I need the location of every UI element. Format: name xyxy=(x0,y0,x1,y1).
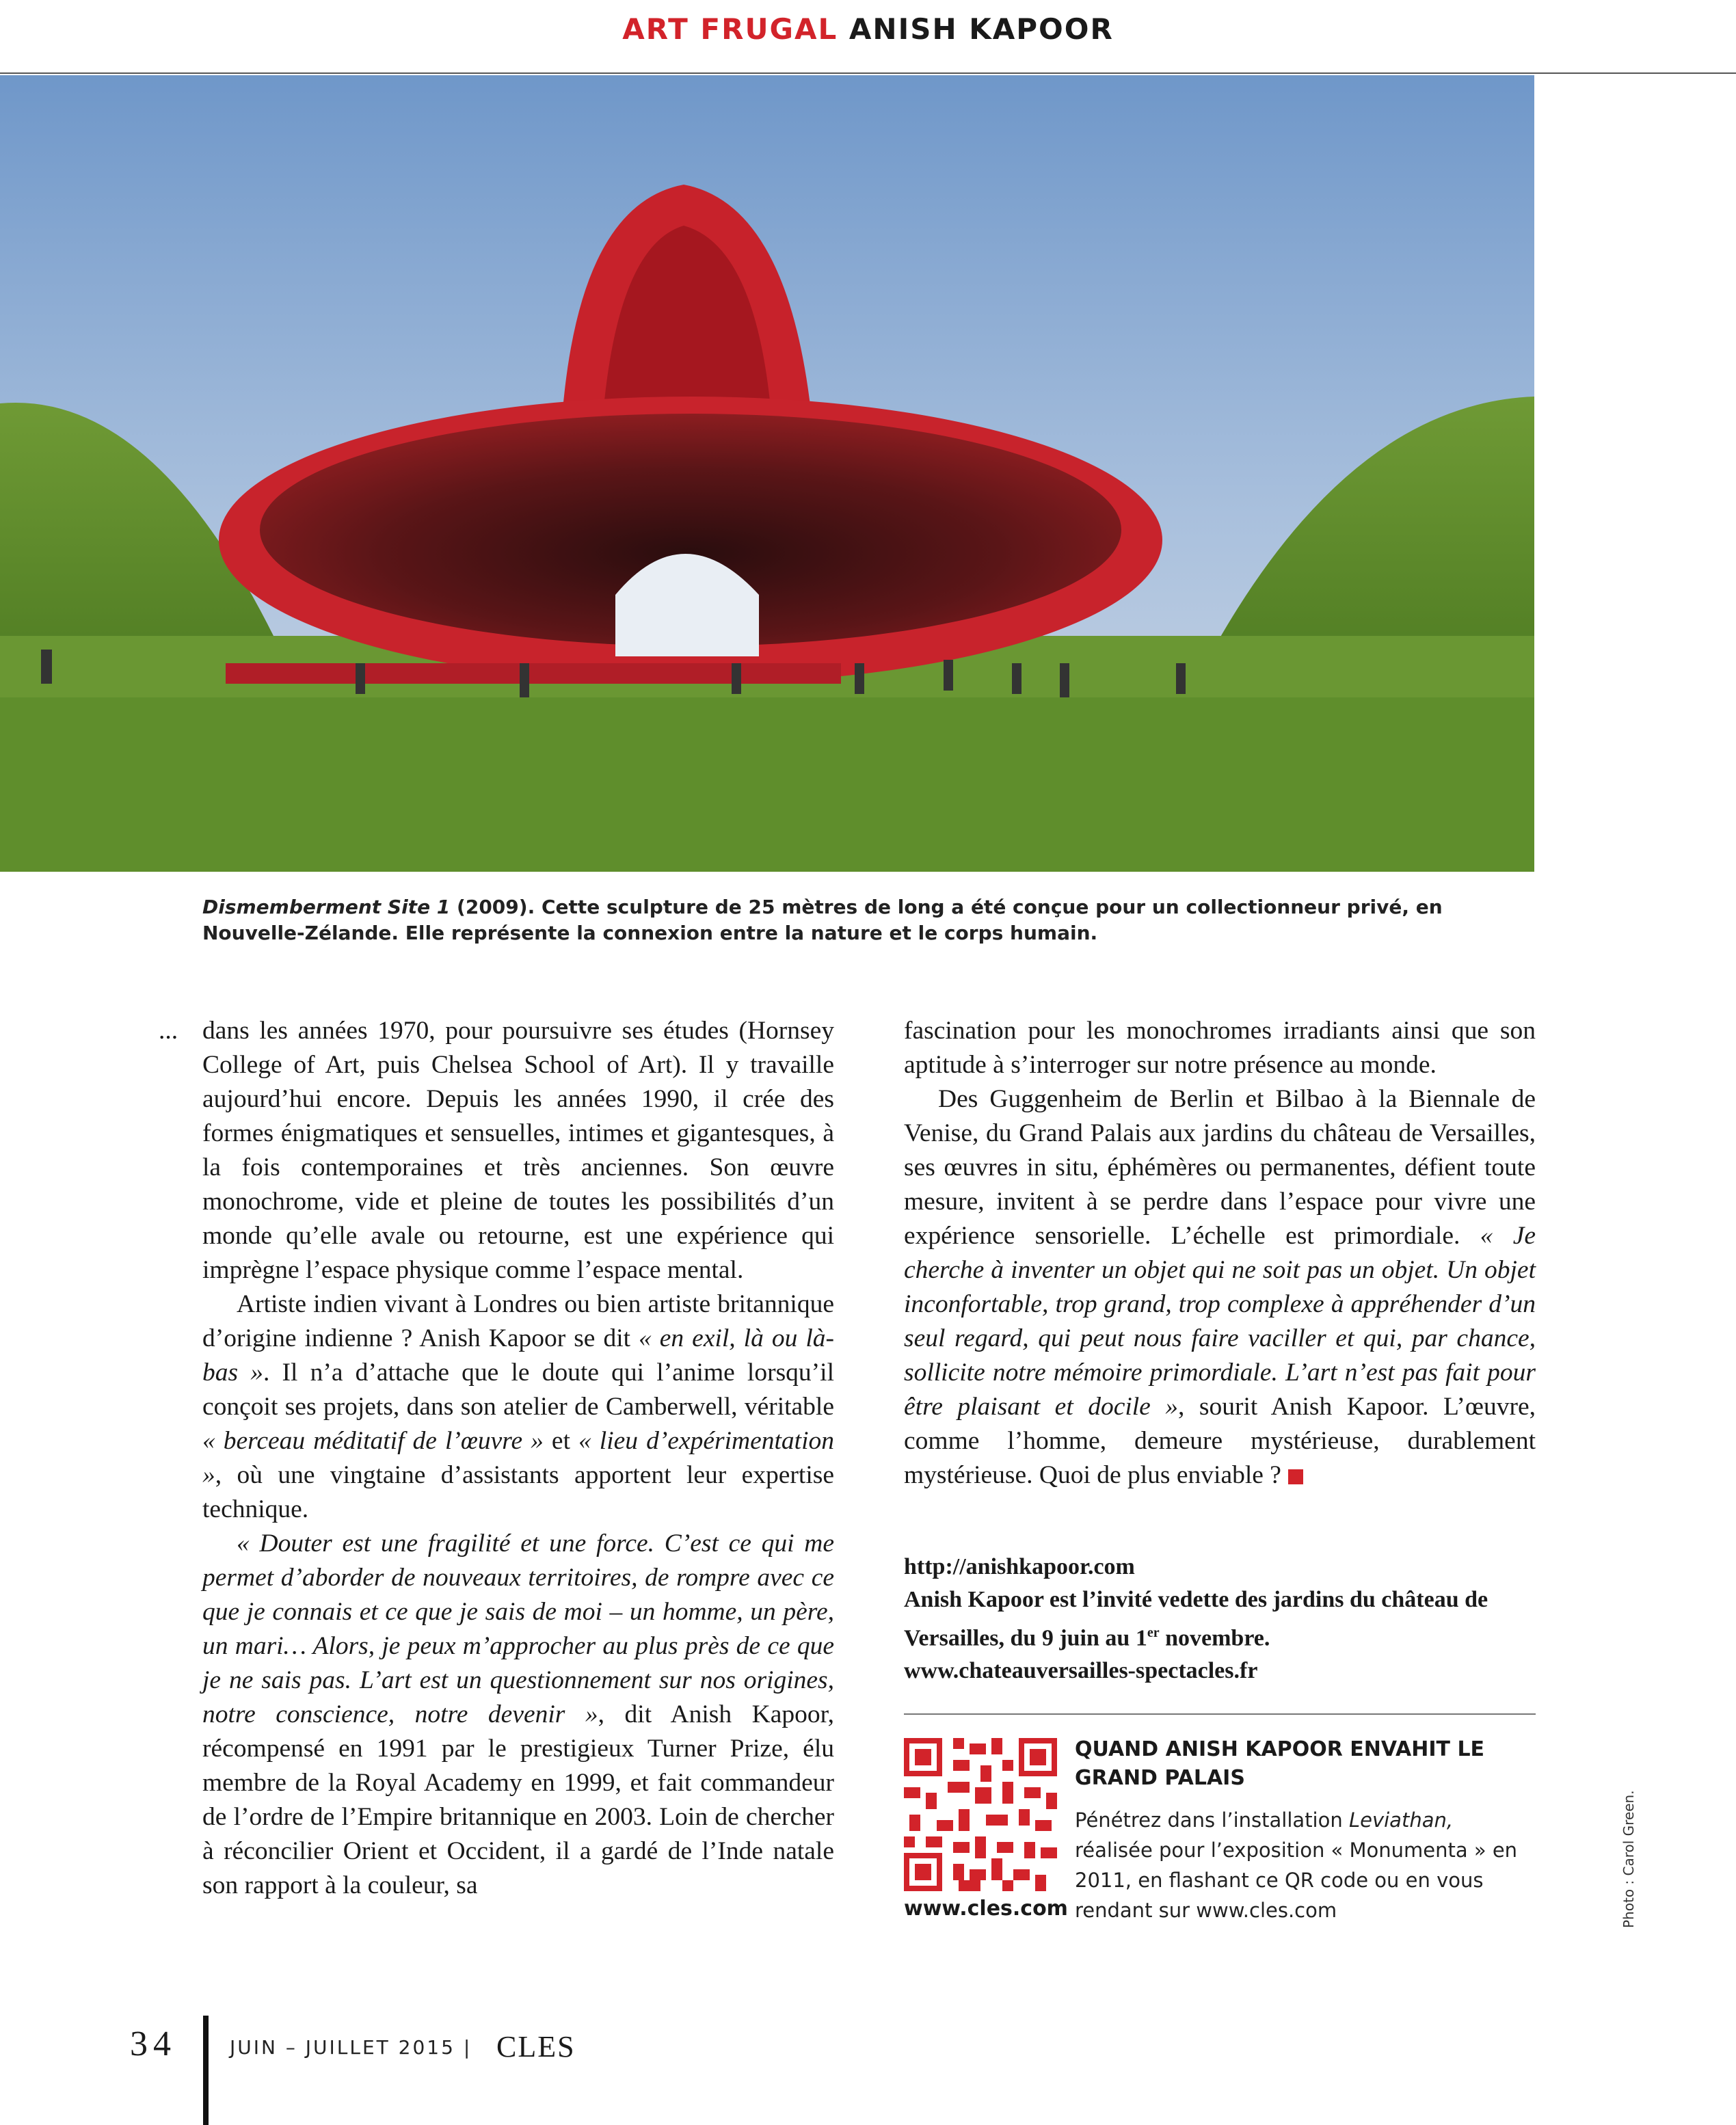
sculpture-photo xyxy=(0,75,1534,872)
info-links xyxy=(904,1551,1536,1687)
continuation-mark: ... xyxy=(159,1017,178,1045)
header-divider xyxy=(0,72,1736,74)
article-column-left xyxy=(202,1014,834,1903)
artist-site-link[interactable]: http://anishkapoor.com xyxy=(904,1554,1135,1579)
quote: « lieu d’expérimentation » xyxy=(202,1427,834,1489)
photo-credit: Photo : Carol Green. xyxy=(1620,1790,1637,1928)
article-column-right xyxy=(904,1014,1536,1493)
paragraph: dans les années 1970, pour poursuivre ses études (Hornsey College of Art, puis Chelsea School of Art). Il y travaille aujourd’hui encore. Depuis les années 1990, il crée des formes énigmatiques et sensuelles, intimes et gigantesques, à la fois contemporaines et très anciennes. Son œuvre monochrome, vide et pleine de toutes les possibilités d’un monde qu’elle avale ou retourne, est une expérience qui imprègne l’espace physique comme l’espace mental. xyxy=(202,1017,834,1284)
magazine-name: CLES xyxy=(496,2030,576,2063)
quote: « berceau méditatif de l’œuvre » xyxy=(202,1427,544,1455)
issue-date: JUIN – JUILLET 2015 | xyxy=(230,2036,472,2059)
paragraph: Des Guggenheim de Berlin et Bilbao à la Biennale de Venise, du Grand Palais aux jardins du château de Versailles, ses œuvres in situ, éphémères ou permanentes, défient toute mesure, invitent à se perdre dans l’espace pour vivre une expérience sensorielle. L’échelle est primordiale. « Je cherche à inventer un objet qui ne soit pas un objet. Un objet inconfortable, trop grand, trop complexe à appréhender d’un seul regard, qui peut nous faire vaciller et qui, par chance, sollicite notre mémoire primordiale. L’art n’est pas fait pour être plaisant et docile », sourit Anish Kapoor. L’œuvre, comme l’homme, demeure mystérieuse, durablement mystérieuse. Quoi de plus enviable ? xyxy=(904,1085,1536,1489)
page-header xyxy=(0,0,1736,74)
quote: « en exil, là ou là-bas » xyxy=(202,1324,834,1387)
work-title: Leviathan, xyxy=(1348,1808,1454,1832)
quote: « Je cherche à inventer un objet qui ne soit pas un objet. Un objet inconfortable, trop grand, trop complexe à appréhender d’un seul regard, qui peut nous faire vaciller et qui, par chance, sollicite notre mémoire primordiale. L’art n’est pas fait pour être plaisant et docile » xyxy=(904,1222,1536,1421)
quote: « Douter est une fragilité et une force. C’est ce qui me permet d’aborder de nouveaux territoires, de rompre avec ce que je connais et ce que je sais de moi – un homme, un père, un mari… Alors, je peux m’approcher au plus près de ce que je ne sais pas. L’art est un questionnement sur nos origines, notre conscience, notre devenir » xyxy=(202,1529,834,1728)
artist-name: ANISH KAPOOR xyxy=(849,12,1114,46)
running-head xyxy=(0,12,1736,46)
artwork-title: Dismemberment Site 1 xyxy=(202,896,451,918)
box-text: Pénétrez dans l’installation Leviathan, réalisée pour l’exposition « Monumenta » en 2011, en flashant ce QR code ou en vous rendant sur www.cles.com xyxy=(1075,1808,1518,1922)
caption-text: (2009). Cette sculpture de 25 mètres de long a été conçue pour un collectionneur privé, en Nouvelle-Zélande. Elle représente la connexion entre la nature et le corps humain. xyxy=(202,896,1443,944)
qr-url[interactable]: www.cles.com xyxy=(904,1897,1068,1921)
page-number: 34 xyxy=(130,2024,176,2063)
paragraph: « Douter est une fragilité et une force. C’est ce qui me permet d’aborder de nouveaux territoires, de rompre avec ce que je connais et ce que je sais de moi – un homme, un père, un mari… Alors, je peux m’approcher au plus près de ce que je ne sais pas. L’art est un questionnement sur nos origines, notre conscience, notre devenir », dit Anish Kapoor, récompensé en 1991 par le prestigieux Turner Prize, élu membre de la Royal Academy en 1999, et fait commandeur de l’ordre de l’Empire britannique en 2003. Loin de chercher à réconcilier Orient et Occident, il a gardé de l’Inde natale son rapport à la couleur, sa xyxy=(202,1529,834,1899)
photo-caption xyxy=(202,894,1536,946)
qr-code[interactable] xyxy=(904,1738,1057,1891)
versailles-link[interactable]: www.chateauversailles-spectacles.fr xyxy=(904,1658,1258,1684)
section-label: ART FRUGAL xyxy=(622,12,838,46)
versailles-note: Anish Kapoor est l’invité vedette des jardins du château de Versailles, du 9 juin au 1er novembre. xyxy=(904,1587,1488,1651)
box-heading: QUAND ANISH KAPOOR ENVAHIT LE GRAND PALAIS xyxy=(1075,1737,1485,1790)
paragraph: Artiste indien vivant à Londres ou bien artiste britannique d’origine indienne ? Anish Kapoor se dit « en exil, là ou là-bas ». Il n’a d’attache que le doute qui l’anime lorsqu’il conçoit ses projets, dans son atelier de Camberwell, véritable « berceau méditatif de l’œuvre » et « lieu d’expérimentation », où une vingtaine d’assistants apportent leur expertise technique. xyxy=(202,1290,834,1523)
end-of-article-mark xyxy=(1288,1469,1303,1484)
box-divider xyxy=(904,1713,1536,1715)
paragraph: fascination pour les monochromes irradiants ainsi que son aptitude à s’interroger sur notre présence au monde. xyxy=(904,1017,1536,1079)
footer-bar xyxy=(203,2016,209,2125)
